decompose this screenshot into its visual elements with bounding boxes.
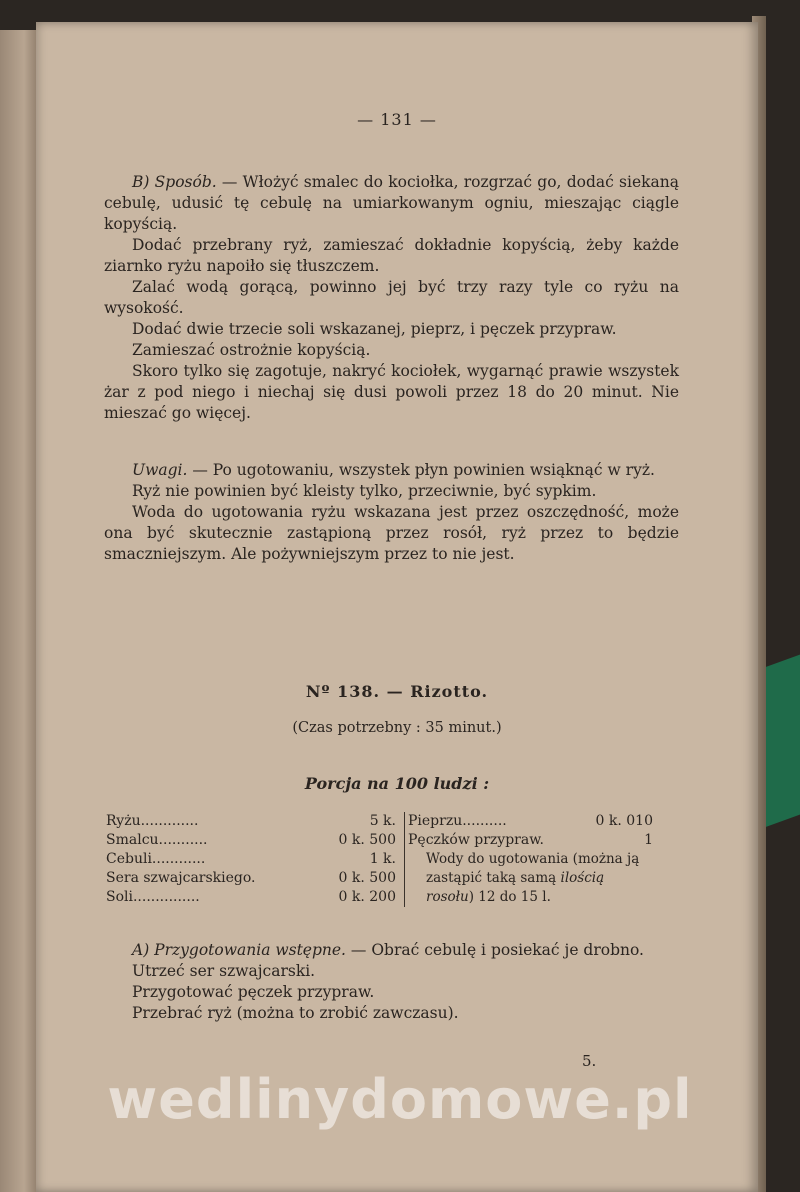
ingredient-row: Pieprzu.......... 0 k. 010 bbox=[408, 813, 653, 829]
section-a bbox=[104, 940, 679, 1024]
ingredient-row: Pęczków przypraw. 1 bbox=[408, 832, 653, 848]
section-b-p0: B) Sposób. — Włożyć smalec do kociołka, rozgrzać go, dodać siekaną cebulę, udusić tę cebulę na umiarkowanym ogniu, mieszając ciągle kopyścią. bbox=[104, 173, 679, 233]
watermark: wedlinydomowe.pl bbox=[107, 1068, 693, 1131]
section-a-p3: Przebrać ryż (można to zrobić zawczasu). bbox=[132, 1004, 459, 1022]
ingredients-left bbox=[106, 812, 405, 907]
remarks-p0: Uwagi. — Po ugotowaniu, wszystek płyn powinien wsiąknąć w ryż. bbox=[132, 461, 655, 479]
section-b-p2: Zalać wodą gorącą, powinno jej być trzy razy tyle co ryżu na wysokość. bbox=[104, 278, 679, 317]
section-b-p1: Dodać przebrany ryż, zamieszać dokładnie kopyścią, żeby każde ziarnko ryżu napoiło się tłuszczem. bbox=[104, 236, 679, 275]
section-a-p1: Utrzeć ser szwajcarski. bbox=[132, 962, 316, 980]
recipe-title: Nº 138. — Rizotto. bbox=[305, 682, 489, 701]
recipe-time: (Czas potrzebny : 35 minut.) bbox=[292, 720, 502, 736]
ingredient-row: Smalcu........... 0 k. 500 bbox=[106, 832, 396, 848]
water-note: Wody do ugotowania (można ją zastąpić taką samą ilością rosołu) 12 do 15 l. bbox=[426, 851, 640, 905]
remarks bbox=[104, 460, 679, 565]
ingredient-row: Sera szwajcarskiego. 0 k. 500 bbox=[106, 870, 396, 886]
remarks-p2: Woda do ugotowania ryżu wskazana jest przez oszczędność, może ona być skutecznie zastąpioną przez rosół, ryż przez to będzie smaczniejszym. Ale pożywniejszym przez to nie jest. bbox=[104, 503, 679, 563]
section-b-p5: Skoro tylko się zagotuje, nakryć kociołek, wygarnąć prawie wszystek żar z pod niego i niechaj się dusi powoli przez 18 do 20 minut. Nie mieszać go więcej. bbox=[104, 362, 679, 422]
remarks-p1: Ryż nie powinien być kleisty tylko, przeciwnie, być sypkim. bbox=[132, 482, 597, 500]
left-page-edge bbox=[0, 30, 40, 1192]
page-number: 5. bbox=[582, 1052, 597, 1070]
book-page bbox=[36, 22, 758, 1192]
ingredients-right bbox=[408, 812, 653, 907]
ingredient-row: Ryżu............. 5 k. bbox=[106, 813, 396, 829]
section-a-p0: A) Przygotowania wstępne. — Obrać cebulę i posiekać je drobno. bbox=[132, 941, 644, 959]
bookmark-tab bbox=[765, 653, 800, 828]
section-b-p3: Dodać dwie trzecie soli wskazanej, pieprz, i pęczek przypraw. bbox=[132, 320, 617, 338]
section-b-p4: Zamieszać ostrożnie kopyścią. bbox=[132, 341, 371, 359]
recipe-portion: Porcja na 100 ludzi : bbox=[304, 774, 490, 793]
ingredient-row: Soli............... 0 k. 200 bbox=[106, 889, 396, 905]
section-b bbox=[104, 172, 679, 424]
section-a-p2: Przygotować pęczek przypraw. bbox=[132, 983, 375, 1001]
page-header: — 131 — bbox=[357, 110, 437, 129]
ingredient-row: Cebuli............ 1 k. bbox=[106, 851, 396, 867]
